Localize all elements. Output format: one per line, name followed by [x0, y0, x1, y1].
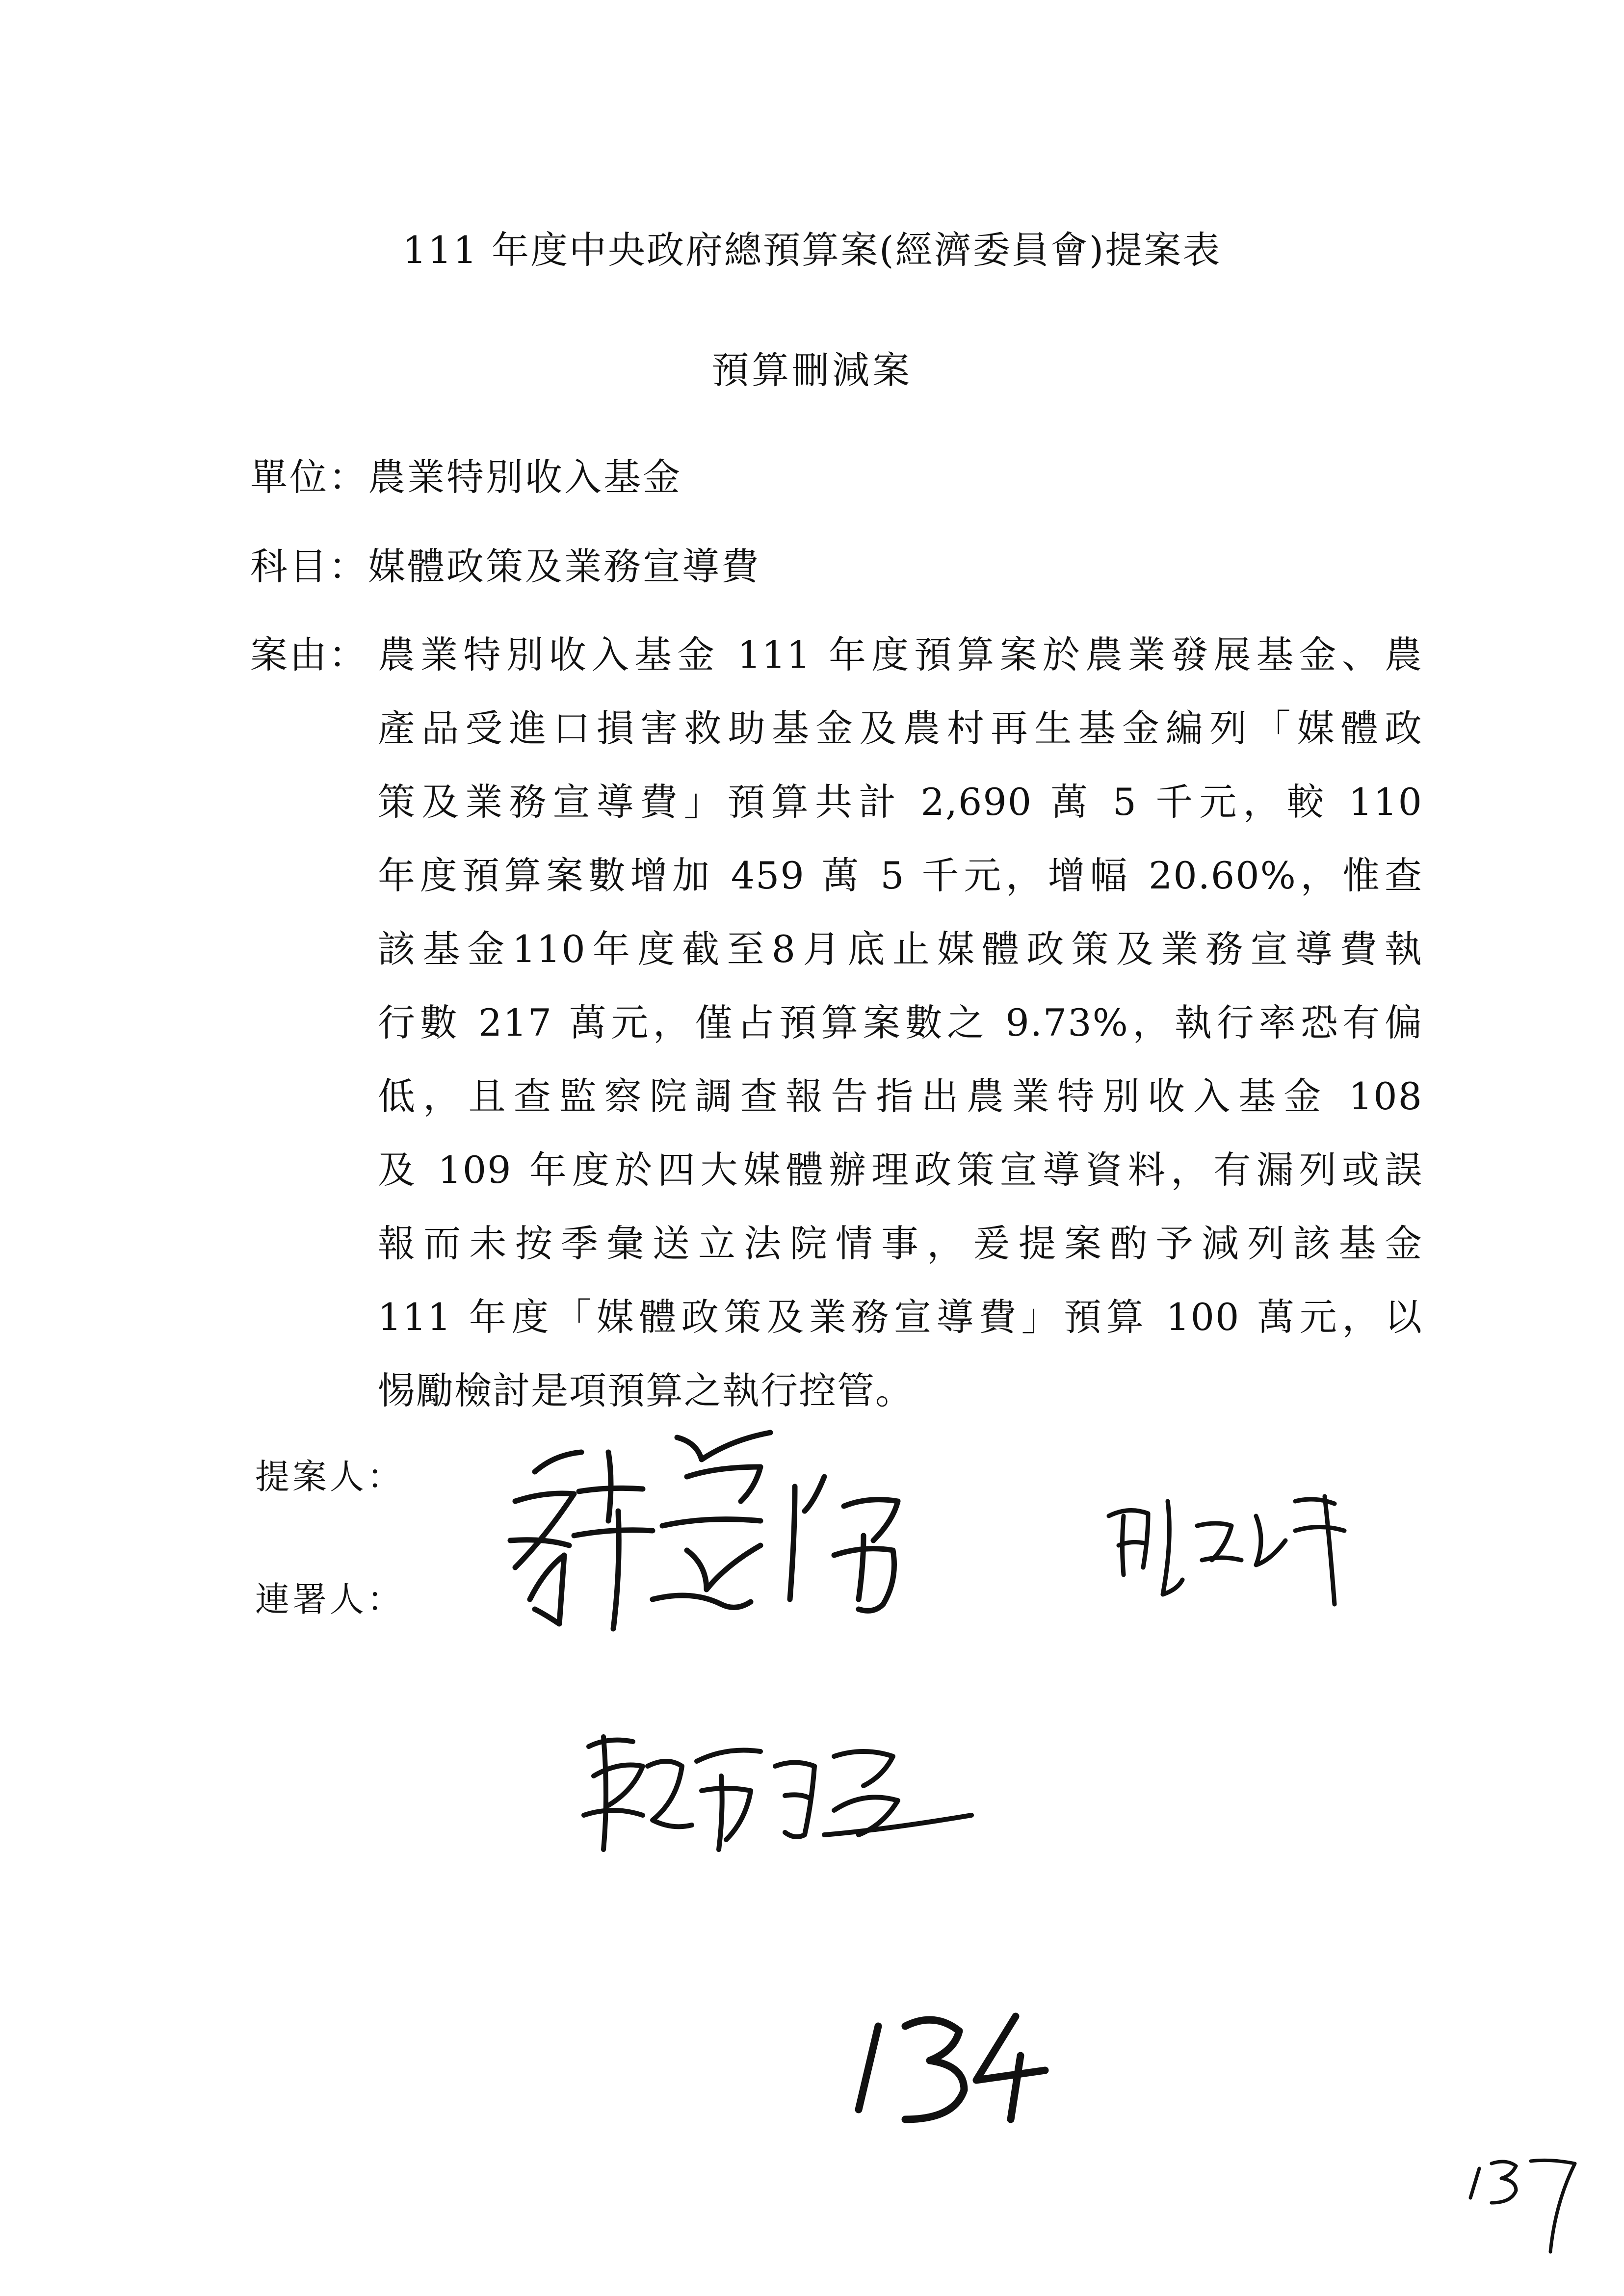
reason-line: 農業特別收入基金 111 年度預算案於農業發展基金、農 — [378, 633, 1423, 677]
reason-line: 該基金110年度截至8月底止媒體政策及業務宣導費執 — [378, 927, 1423, 971]
cosigner-label: 連署人： — [255, 1579, 404, 1619]
unit-label: 單位： — [250, 455, 368, 499]
reason-line: 111 年度「媒體政策及業務宣導費」預算 100 萬元，以 — [378, 1295, 1423, 1339]
cosigner-signature-right — [1109, 1496, 1344, 1604]
reason-line: 低，且查監察院調查報告指出農業特別收入基金 108 — [378, 1074, 1423, 1118]
handwritten-page-number — [859, 2016, 1045, 2119]
reason-line: 報而未按季彙送立法院情事，爰提案酌予減列該基金 — [378, 1222, 1423, 1265]
subject-label: 科目： — [250, 545, 368, 588]
reason-line: 行數 217 萬元，僅占預算案數之 9.73%，執行率恐有偏 — [378, 1001, 1423, 1044]
reason-line: 策及業務宣導費」預算共計 2,690 萬 5 千元，較 110 — [378, 780, 1423, 824]
subject-value: 媒體政策及業務宣導費 — [368, 545, 760, 588]
reason-line: 惕勵檢討是項預算之執行控管。 — [378, 1369, 914, 1412]
proposer-label: 提案人： — [255, 1457, 404, 1497]
cosigner-signature-bottom — [584, 1737, 971, 1850]
document-title: 111 年度中央政府總預算案(經濟委員會)提案表 — [402, 228, 1222, 272]
handwritten-corner-number — [1470, 2160, 1575, 2252]
reason-label: 案由： — [250, 633, 368, 677]
reason-line: 產品受進口損害救助基金及農村再生基金編列「媒體政 — [378, 706, 1423, 750]
proposer-signature — [510, 1433, 898, 1629]
reason-line: 年度預算案數增加 459 萬 5 千元，增幅 20.60%，惟查 — [378, 854, 1423, 897]
unit-value: 農業特別收入基金 — [368, 455, 682, 499]
reason-line: 及 109 年度於四大媒體辦理政策宣導資料，有漏列或誤 — [378, 1148, 1423, 1192]
document-subtitle: 預算刪減案 — [711, 348, 913, 392]
